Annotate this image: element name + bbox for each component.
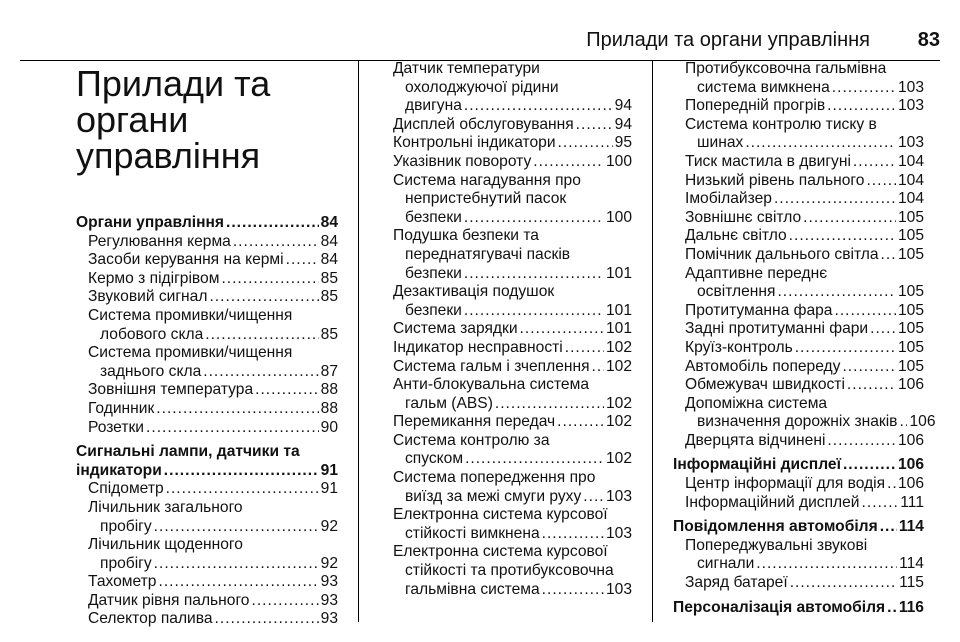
toc-entry-text: Протибуксовочна гальмівна <box>685 60 887 77</box>
toc-entry-text: Звуковий сигнал <box>88 288 208 306</box>
toc-entry[interactable] <box>673 376 924 395</box>
toc-page-number: 105 <box>897 245 924 263</box>
toc-page-number: 103 <box>897 134 924 152</box>
toc-entry-text: Дверцята відчинені <box>685 431 826 449</box>
toc-page-number: 104 <box>897 190 924 208</box>
toc-entry[interactable] <box>76 610 338 629</box>
toc-entry-text: Спідометр <box>88 480 164 498</box>
toc-entry-text: система вимкнена <box>697 78 830 96</box>
dot-leader <box>558 134 613 153</box>
toc-entry[interactable] <box>381 358 632 377</box>
toc-entry[interactable] <box>381 320 632 339</box>
toc-entry-text: Перемикання передач <box>393 413 556 431</box>
dot-leader <box>233 233 319 252</box>
dot-leader <box>789 227 896 246</box>
toc-entry[interactable] <box>673 432 924 451</box>
toc-section-entry[interactable] <box>76 214 338 233</box>
running-title: Прилади та органи управління <box>586 29 870 51</box>
dot-leader <box>843 456 896 475</box>
toc-entry-text: Система гальм і зчеплення <box>393 357 590 375</box>
dot-leader <box>866 172 896 191</box>
toc-page-number: 85 <box>320 269 338 287</box>
dot-leader <box>464 97 613 116</box>
toc-entry[interactable] <box>673 320 924 339</box>
toc-entry-text: Інформаційний дисплей <box>685 493 860 511</box>
toc-page-number: 84 <box>320 251 338 269</box>
toc-entry-text: заднього скла <box>100 362 202 380</box>
dot-leader <box>255 381 319 400</box>
dot-leader <box>166 480 319 499</box>
dot-leader <box>842 358 896 377</box>
toc-list <box>381 60 632 599</box>
dot-leader <box>790 574 897 593</box>
chapter-title-line: управління <box>76 135 261 176</box>
toc-entry-text: Помічник дальнього світла <box>685 245 879 263</box>
toc-page-number: 94 <box>614 97 632 115</box>
toc-page-number: 103 <box>897 97 924 115</box>
dot-leader <box>286 251 319 270</box>
dot-leader <box>834 302 895 321</box>
toc-entry-text: Протитуманна фара <box>685 301 833 319</box>
toc-entry-text: Дезактивація подушок <box>393 283 555 301</box>
dot-leader <box>880 518 897 537</box>
toc-entry-text: Дальнє світло <box>685 227 787 245</box>
dot-leader <box>870 320 896 339</box>
toc-entry[interactable] <box>381 283 632 320</box>
toc-page-number: 88 <box>320 399 338 417</box>
toc-entry-text: Система попередження про <box>393 469 596 487</box>
toc-entry-text: гальмівна система <box>405 580 540 598</box>
toc-entry-text: Датчик температури <box>393 60 540 77</box>
toc-entry[interactable] <box>381 376 632 413</box>
toc-entry[interactable] <box>673 339 924 358</box>
toc-page-number: 88 <box>320 381 338 399</box>
toc-entry-text: Дисплей обслуговування <box>393 115 574 133</box>
toc-section-entry[interactable] <box>673 518 924 537</box>
toc-entry-text: Органи управління <box>76 214 225 231</box>
toc-page-number: 84 <box>320 214 338 231</box>
toc-entry-text: Система контролю тиску в <box>685 115 877 133</box>
toc-entry-text: індикатори <box>76 461 162 479</box>
toc-entry-text: Електронна система курсової <box>393 543 608 561</box>
toc-page-number: 104 <box>897 171 924 189</box>
toc-entry[interactable] <box>673 475 924 494</box>
dot-leader <box>847 376 896 395</box>
chapter-title-line: Прилади та органи <box>76 63 271 140</box>
toc-entry[interactable] <box>673 537 924 574</box>
dot-leader <box>203 363 318 382</box>
toc-entry[interactable] <box>76 307 338 344</box>
toc-page-number: 115 <box>899 574 924 592</box>
toc-entry[interactable] <box>76 536 338 573</box>
toc-page-number: 91 <box>320 461 338 479</box>
toc-page-number: 103 <box>605 580 632 598</box>
toc-page-number: 106 <box>897 456 924 474</box>
toc-entry-text: Система контролю за <box>393 431 550 449</box>
dot-leader <box>592 358 604 377</box>
page-number: 83 <box>917 29 940 51</box>
toc-entry[interactable] <box>673 227 924 246</box>
toc-entry[interactable] <box>673 302 924 321</box>
dot-leader <box>154 555 319 574</box>
toc-page-number: 105 <box>897 283 924 301</box>
dot-leader <box>899 413 907 432</box>
toc-page-number: 101 <box>605 320 632 338</box>
dot-leader <box>251 592 318 611</box>
toc-page-number: 106 <box>897 376 924 394</box>
toc-entry-text: Датчик рівня пального <box>88 591 250 609</box>
column-divider <box>358 60 359 622</box>
toc-page-number: 91 <box>320 480 338 498</box>
toc-page-number: 103 <box>897 78 924 96</box>
toc-entry-text: пробігу <box>100 517 152 535</box>
toc-entry-text: Задні протитуманні фари <box>685 320 869 338</box>
toc-page-number: 105 <box>897 357 924 375</box>
toc-page-number: 106 <box>897 475 924 493</box>
toc-page-number: 85 <box>320 325 338 343</box>
toc-page-number: 105 <box>897 208 924 226</box>
dot-leader <box>827 432 896 451</box>
dot-leader <box>205 326 318 345</box>
toc-page-number: 102 <box>605 450 632 468</box>
dot-leader <box>756 555 897 574</box>
toc-page-number: 93 <box>320 573 338 591</box>
toc-entry-text: Подушка безпеки та <box>393 227 539 245</box>
toc-entry[interactable] <box>76 499 338 536</box>
toc-entry-text: Лічильник загального <box>88 498 243 516</box>
toc-page-number: 103 <box>605 524 632 542</box>
dot-leader <box>464 209 604 228</box>
toc-entry-text: Тахометр <box>88 573 157 591</box>
toc-list <box>673 60 936 617</box>
dot-leader <box>464 265 604 284</box>
toc-entry[interactable] <box>76 573 338 592</box>
toc-entry[interactable] <box>673 97 924 116</box>
dot-leader <box>158 573 318 592</box>
toc-entry[interactable] <box>673 494 924 513</box>
toc-entry[interactable] <box>381 543 632 599</box>
toc-section-entry[interactable] <box>673 456 924 475</box>
dot-leader <box>542 581 604 600</box>
toc-entry[interactable] <box>76 270 338 289</box>
toc-entry-text: Тиск мастила в двигуні <box>685 152 851 170</box>
toc-entry[interactable] <box>381 339 632 358</box>
toc-entry-text: Низький рівень пального <box>685 171 865 189</box>
toc-entry[interactable] <box>76 592 338 611</box>
toc-entry[interactable] <box>76 233 338 252</box>
toc-entry-text: Електронна система курсової <box>393 506 608 524</box>
toc-entry-text: двигуна <box>405 97 462 115</box>
toc-page-number: 104 <box>897 152 924 170</box>
toc-entry[interactable] <box>76 381 338 400</box>
toc-entry[interactable] <box>381 116 632 135</box>
toc-page-number: 103 <box>605 487 632 505</box>
toc-entry-text: гальм (ABS) <box>405 394 493 412</box>
toc-page-number: 105 <box>897 301 924 319</box>
dot-leader <box>557 413 604 432</box>
toc-page-number: 94 <box>614 115 632 133</box>
toc-entry-text: Зовнішня температура <box>88 381 254 399</box>
toc-page-number: 114 <box>898 518 924 536</box>
toc-entry-text: охолоджуючої рідини <box>405 78 559 96</box>
toc-entry[interactable] <box>381 60 632 116</box>
toc-entry[interactable] <box>381 172 632 228</box>
toc-entry-text: стійкості вимкнена <box>405 524 540 542</box>
toc-page-number: 106 <box>897 431 924 449</box>
toc-entry[interactable] <box>381 134 632 153</box>
toc-entry-text: Заряд батареї <box>685 574 788 592</box>
dot-leader <box>881 246 896 265</box>
dot-leader <box>583 488 604 507</box>
page-header <box>20 24 940 56</box>
toc-entry[interactable] <box>673 574 924 593</box>
toc-entry[interactable] <box>76 419 338 438</box>
toc-list <box>76 214 338 629</box>
toc-section-entry[interactable] <box>76 443 338 480</box>
toc-entry[interactable] <box>76 344 338 381</box>
dot-leader <box>887 475 896 494</box>
dot-leader <box>853 153 896 172</box>
toc-page-number: 102 <box>605 413 632 431</box>
dot-leader <box>565 339 604 358</box>
toc-entry-text: Обмежувач швидкості <box>685 376 845 394</box>
toc-entry[interactable] <box>76 480 338 499</box>
toc-entry[interactable] <box>673 190 924 209</box>
dot-leader <box>745 134 896 153</box>
toc-entry[interactable] <box>381 227 632 283</box>
toc-entry-text: переднатягувачі пасків <box>405 245 571 263</box>
toc-column-3 <box>673 60 936 634</box>
toc-entry[interactable] <box>381 506 632 543</box>
toc-page-number: 85 <box>320 288 338 306</box>
toc-page-number: 100 <box>605 152 632 170</box>
toc-page-number: 92 <box>320 554 338 572</box>
toc-entry-text: Автомобіль попереду <box>685 357 841 375</box>
toc-entry-text: безпеки <box>405 264 462 282</box>
toc-entry[interactable] <box>673 358 924 377</box>
toc-page-number: 84 <box>320 232 338 250</box>
toc-entry-text: Система промивки/чищення <box>88 344 293 362</box>
toc-entry-text: Селектор палива <box>88 610 213 628</box>
toc-section-entry[interactable] <box>673 599 924 618</box>
dot-leader <box>464 302 604 321</box>
toc-page-number: 90 <box>320 418 338 436</box>
toc-entry-text: Круїз-контроль <box>685 338 793 356</box>
toc-entry-text: Допоміжна система <box>685 394 828 412</box>
dot-leader <box>164 462 319 481</box>
toc-entry[interactable] <box>673 209 924 228</box>
dot-leader <box>827 97 896 116</box>
toc-entry-text: Попередній прогрів <box>685 97 826 115</box>
toc-page-number: 100 <box>605 208 632 226</box>
toc-entry[interactable] <box>381 432 632 469</box>
dot-leader <box>777 283 896 302</box>
toc-entry-text: Інформаційні дисплеї <box>673 456 841 474</box>
toc-page-number: 101 <box>605 264 632 282</box>
toc-entry-text: Індикатор несправності <box>393 338 563 356</box>
dot-leader <box>542 525 604 544</box>
chapter-title <box>76 63 338 176</box>
toc-entry-text: спуском <box>405 450 464 468</box>
toc-entry-text: Контрольні індикатори <box>393 134 556 152</box>
dot-leader <box>520 320 604 339</box>
toc-entry[interactable] <box>673 246 924 265</box>
toc-page-number: 87 <box>320 362 338 380</box>
toc-entry-text: Система зарядки <box>393 320 518 338</box>
toc-entry-text: Попереджувальні звукові <box>685 536 868 554</box>
toc-entry-text: освітлення <box>697 283 776 301</box>
toc-entry-text: Розетки <box>88 418 145 436</box>
toc-entry[interactable] <box>673 265 924 302</box>
dot-leader <box>832 79 896 98</box>
toc-entry-text: Адаптивне переднє <box>685 264 828 282</box>
dot-leader <box>146 419 319 438</box>
dot-leader <box>495 395 604 414</box>
toc-entry-text: Сигнальні лампи, датчики та <box>76 443 300 461</box>
toc-entry[interactable] <box>76 251 338 270</box>
toc-entry[interactable] <box>76 288 338 307</box>
dot-leader <box>887 599 897 618</box>
toc-page-number: 105 <box>897 227 924 245</box>
dot-leader <box>209 288 318 307</box>
dot-leader <box>533 153 604 172</box>
toc-column-2 <box>381 60 632 634</box>
dot-leader <box>215 610 319 629</box>
toc-entry-text: Зовнішнє світло <box>685 208 802 226</box>
toc-entry-text: визначення дорожніх знаків <box>697 413 898 431</box>
dot-leader <box>226 214 319 233</box>
toc-entry-text: Центр інформації для водія <box>685 475 886 493</box>
toc-entry-text: Регулювання керма <box>88 232 231 250</box>
toc-page-number: 102 <box>605 357 632 375</box>
dot-leader <box>221 270 318 289</box>
toc-page-number: 105 <box>897 338 924 356</box>
toc-entry[interactable] <box>381 469 632 506</box>
column-divider <box>652 60 653 622</box>
toc-page-number: 93 <box>320 610 338 628</box>
toc-entry[interactable] <box>673 153 924 172</box>
toc-page-number: 111 <box>900 493 924 511</box>
toc-page-number: 101 <box>605 301 632 319</box>
toc-entry[interactable] <box>673 116 924 153</box>
toc-entry[interactable] <box>381 153 632 172</box>
dot-leader <box>576 116 613 135</box>
dot-leader <box>154 518 319 537</box>
toc-entry-text: Анти-блокувальна система <box>393 376 589 394</box>
toc-entry-text: виїзд за межі смуги руху <box>405 487 582 505</box>
toc-page-number: 93 <box>320 591 338 609</box>
toc-entry[interactable] <box>673 394 936 432</box>
toc-entry-text: стійкості та протибуксовочна <box>405 562 614 580</box>
toc-entry-text: непристебнутий пасок <box>405 190 567 208</box>
toc-entry-text: Кермо з підігрівом <box>88 269 220 287</box>
toc-entry-text: безпеки <box>405 301 462 319</box>
toc-entry-text: Засоби керування на кермі <box>88 251 284 269</box>
toc-entry[interactable] <box>381 413 632 432</box>
toc-entry-text: шинах <box>697 134 744 152</box>
toc-page-number: 114 <box>899 555 924 573</box>
toc-entry-text: Годинник <box>88 399 155 417</box>
toc-entry-text: сигнали <box>697 555 755 573</box>
toc-page-number: 102 <box>605 394 632 412</box>
dot-leader <box>803 209 896 228</box>
dot-leader <box>156 400 318 419</box>
toc-page-number: 116 <box>898 598 924 616</box>
toc-entry[interactable] <box>673 60 924 97</box>
toc-page-number: 105 <box>897 320 924 338</box>
toc-entry-text: Повідомлення автомобіля <box>673 518 878 536</box>
dot-leader <box>465 450 604 469</box>
toc-page-number: 92 <box>320 517 338 535</box>
toc-entry-text: Указівник повороту <box>393 152 532 170</box>
toc-entry[interactable] <box>76 400 338 419</box>
toc-entry-text: лобового скла <box>100 325 204 343</box>
toc-entry-text: Лічильник щоденного <box>88 536 243 554</box>
toc-page-number: 95 <box>614 134 632 152</box>
toc-page-number: 102 <box>605 338 632 356</box>
toc-page-number: 106 <box>909 413 936 431</box>
toc-column-1 <box>76 60 338 634</box>
toc-entry-text: безпеки <box>405 208 462 226</box>
toc-entry-text: Система нагадування про <box>393 171 581 189</box>
dot-leader <box>862 494 899 513</box>
toc-entry[interactable] <box>673 172 924 191</box>
toc-entry-text: пробігу <box>100 554 152 572</box>
toc-entry-text: Персоналізація автомобіля <box>673 598 886 616</box>
toc-entry-text: Система промивки/чищення <box>88 306 293 324</box>
dot-leader <box>795 339 896 358</box>
dot-leader <box>774 190 896 209</box>
toc-entry-text: Імобілайзер <box>685 190 772 208</box>
